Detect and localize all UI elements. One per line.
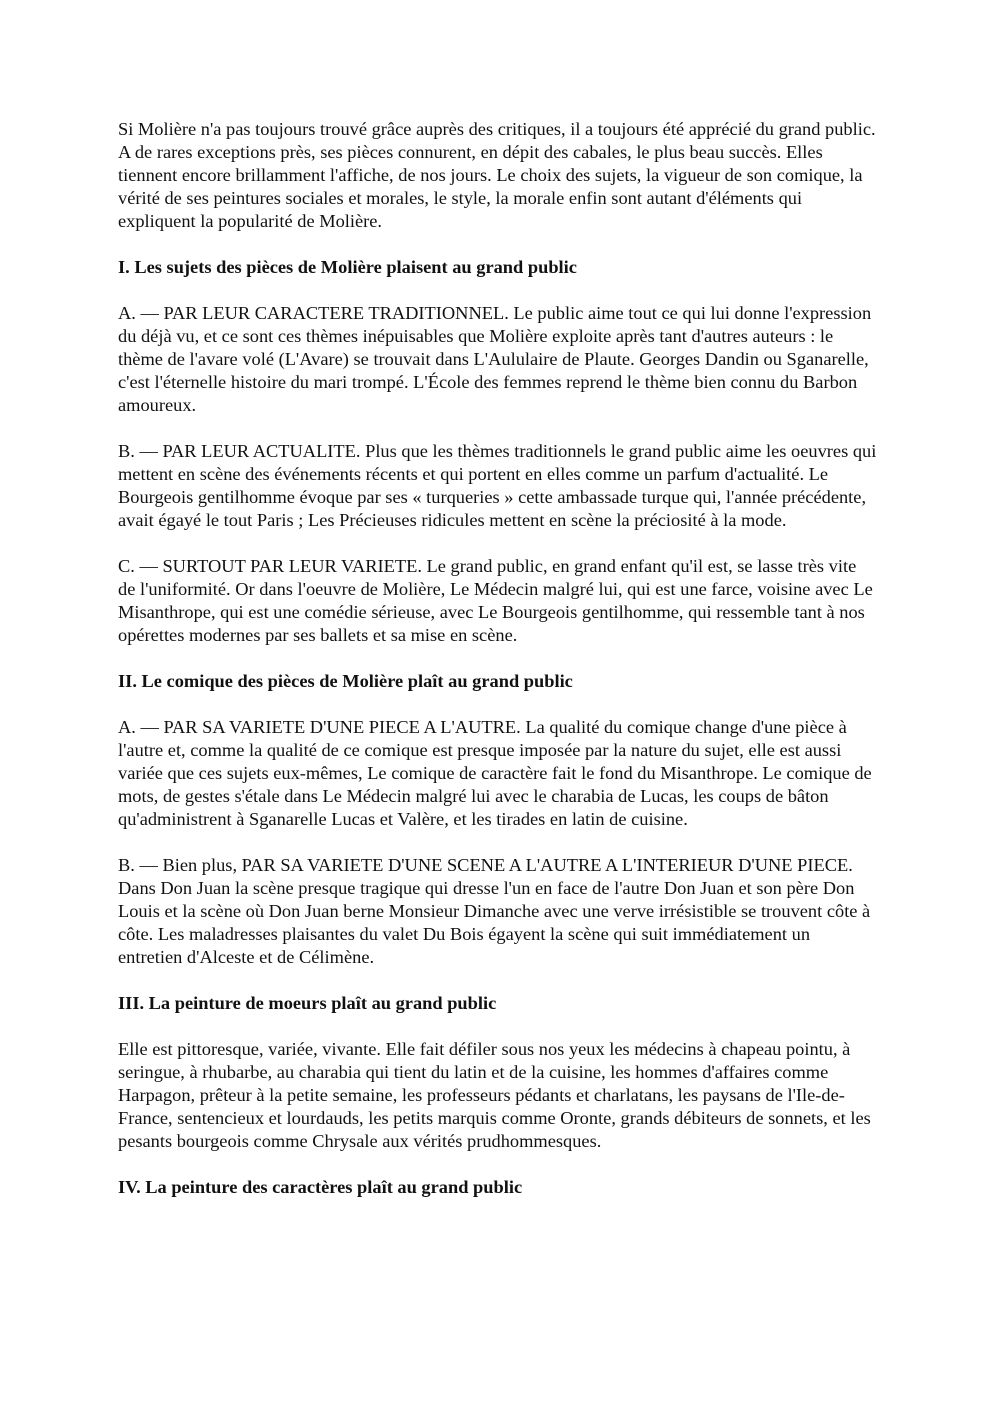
section-2-paragraph-b: B. — Bien plus, PAR SA VARIETE D'UNE SCENE A L'AUTRE A L'INTERIEUR D'UNE PIECE. Dans Don Juan la scène presque tragique qui dresse l'un en face de l'autre Don Juan et son père Don Louis et la scène où Don Juan berne Monsieur Dimanche avec une verve irrésistible se trouvent côte à côte. Les maladresses plaisantes du valet Du Bois égayent la scène qui suit immédiatement un entretien d'Alceste et de Célimène. — [118, 855, 871, 967]
section-2-paragraph-a: A. — PAR SA VARIETE D'UNE PIECE A L'AUTRE. La qualité du comique change d'une pièce à l'autre et, comme la qualité de ce comique est presque imposée par la nature du sujet, elle est aussi variée que ces sujets eux-mêmes, Le comique de caractère fait le fond du Misanthrope. Le comique de mots, de gestes s'étale dans Le Médecin malgré lui avec le charabia de Lucas, les coups de bâton qu'administrent à Sganarelle Lucas et Valère, et les tirades en latin de cuisine. — [118, 717, 872, 829]
section-heading-3: III. La peinture de moeurs plaît au grand public — [118, 993, 497, 1013]
section-heading-1: I. Les sujets des pièces de Molière plaisent au grand public — [118, 257, 577, 277]
intro-paragraph: Si Molière n'a pas toujours trouvé grâce auprès des critiques, il a toujours été apprécié du grand public. A de rares exceptions près, ses pièces connurent, en dépit des cabales, le plus beau succès. Elles tiennent encore brillamment l'affiche, de nos jours. Le choix des sujets, la vigueur de son comique, la vérité de ses peintures sociales et morales, le style, la morale enfin sont autant d'éléments qui expliquent la popularité de Molière. — [118, 119, 876, 231]
section-3-paragraph: Elle est pittoresque, variée, vivante. Elle fait défiler sous nos yeux les médecins à chapeau pointu, à seringue, à rhubarbe, au charabia qui tient du latin et de la cuisine, les hommes d'affaires comme Harpagon, prêteur à la petite semaine, les professeurs pédants et charlatans, les paysans de l'Ile-de-France, sentencieux et lourdauds, les petits marquis comme Oronte, grands débiteurs de sonnets, et les pesants bourgeois comme Chrysale aux vérités prudhommesques. — [118, 1039, 871, 1151]
section-heading-4: IV. La peinture des caractères plaît au grand public — [118, 1177, 523, 1197]
section-1-paragraph-b: B. — PAR LEUR ACTUALITE. Plus que les thèmes traditionnels le grand public aime les oeuvres qui mettent en scène des événements récents et qui portent en elles comme un parfum d'actualité. Le Bourgeois gentilhomme évoque par ses « turqueries » cette ambassade turque qui, l'année précédente, avait égayé le tout Paris ; Les Précieuses ridicules mettent en scène la préciosité à la mode. — [118, 441, 877, 530]
section-1-paragraph-a: A. — PAR LEUR CARACTERE TRADITIONNEL. Le public aime tout ce qui lui donne l'expression du déjà vu, et ce sont ces thèmes inépuisables que Molière exploite après tant d'autres auteurs : le thème de l'avare volé (L'Avare) se trouvait dans L'Aululaire de Plaute. Georges Dandin ou Sganarelle, c'est l'éternelle histoire du mari trompé. L'École des femmes reprend le thème bien connu du Barbon amoureux. — [118, 303, 872, 415]
document-page — [118, 118, 878, 1222]
section-1-paragraph-c: C. — SURTOUT PAR LEUR VARIETE. Le grand public, en grand enfant qu'il est, se lasse très vite de l'uniformité. Or dans l'oeuvre de Molière, Le Médecin malgré lui, qui est une farce, voisine avec Le Misanthrope, qui est une comédie sérieuse, avec Le Bourgeois gentilhomme, qui ressemble tant à nos opérettes modernes par ses ballets et sa mise en scène. — [118, 556, 873, 645]
section-heading-2: II. Le comique des pièces de Molière plaît au grand public — [118, 671, 573, 691]
